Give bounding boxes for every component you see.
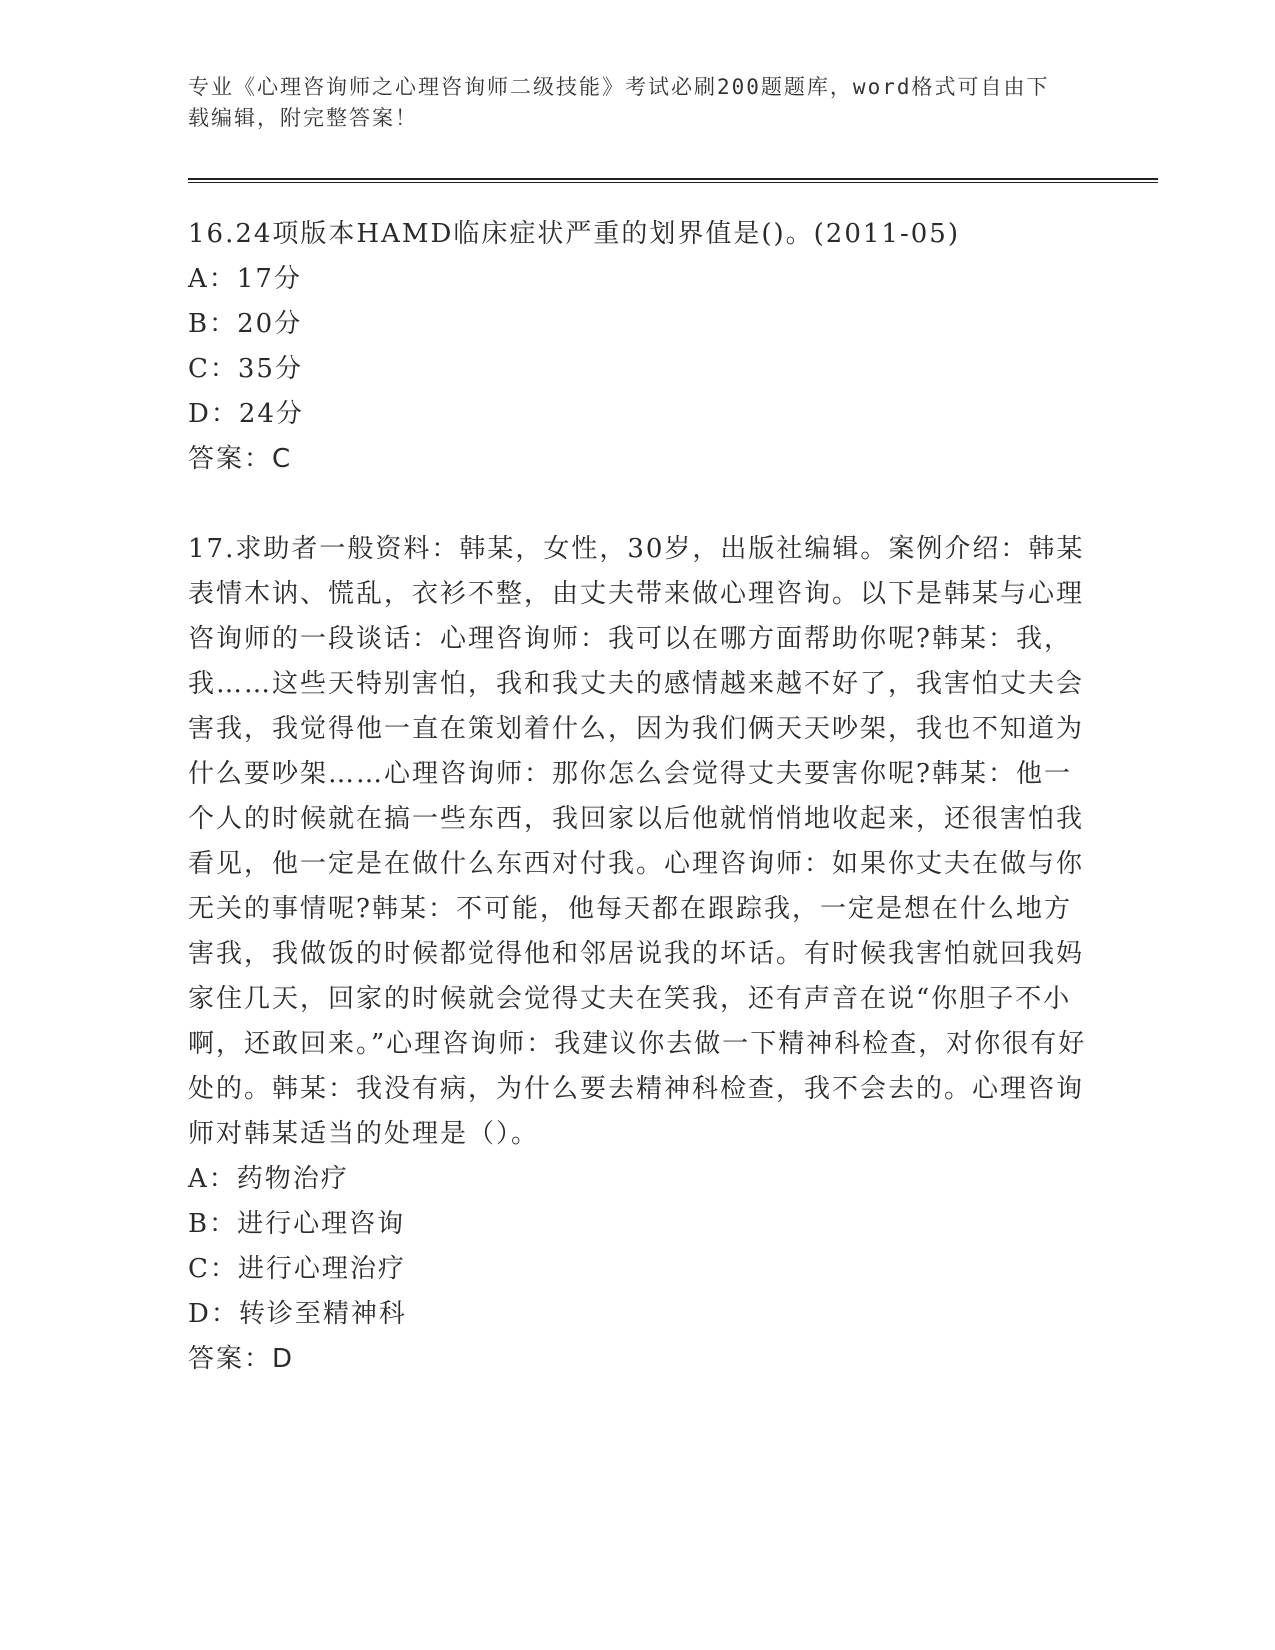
option-a: A：17分 [188, 264, 302, 294]
option-c: C：35分 [188, 354, 303, 384]
question-stem: 16.24项版本HAMD临床症状严重的划界值是()。(2011-05) [188, 219, 960, 249]
question-block [188, 212, 1088, 482]
spacer [188, 482, 1088, 527]
option-d: D：转诊至精神科 [188, 1299, 407, 1329]
option-a: A：药物治疗 [188, 1164, 349, 1194]
question-list [188, 212, 1088, 1382]
option-d: D：24分 [188, 399, 304, 429]
option-c: C：进行心理治疗 [188, 1254, 406, 1284]
question-block [188, 527, 1088, 1382]
header-divider-thin [188, 182, 1158, 183]
option-b: B：进行心理咨询 [188, 1209, 406, 1239]
question-stem: 17.求助者一般资料：韩某，女性，30岁，出版社编辑。案例介绍：韩某表情木讷、慌乱，衣衫不整，由丈夫带来做心理咨询。以下是韩某与心理咨询师的一段谈话：心理咨询师：我可以在哪方面帮助你呢?韩某：我，我……这些天特别害怕，我和我丈夫的感情越来越不好了，我害怕丈夫会害我，我觉得他一直在策划着什么，因为我们俩天天吵架，我也不知道为什么要吵架……心理咨询师：那你怎么会觉得丈夫要害你呢?韩某：他一个人的时候就在搞一些东西，我回家以后他就悄悄地收起来，还很害怕我看见，他一定是在做什么东西对付我。心理咨询师：如果你丈夫在做与你无关的事情呢?韩某：不可能，他每天都在跟踪我，一定是想在什么地方害我，我做饭的时候都觉得他和邻居说我的坏话。有时候我害怕就回我妈家住几天，回家的时候就会觉得丈夫在笑我，还有声音在说“你胆子不小啊，还敢回来。”心理咨询师：我建议你去做一下精神科检查，对你很有好处的。韩某：我没有病，为什么要去精神科检查，我不会去的。心理咨询师对韩某适当的处理是（）。 [188, 534, 1087, 1149]
header-divider [188, 178, 1158, 180]
document-header: 专业《心理咨询师之心理咨询师二级技能》考试必刷200题题库，word格式可自由下载编辑，附完整答案！ [188, 75, 1050, 130]
answer-line: 答案：D [188, 1344, 295, 1374]
option-b: B：20分 [188, 309, 303, 339]
answer-line: 答案：C [188, 444, 293, 474]
